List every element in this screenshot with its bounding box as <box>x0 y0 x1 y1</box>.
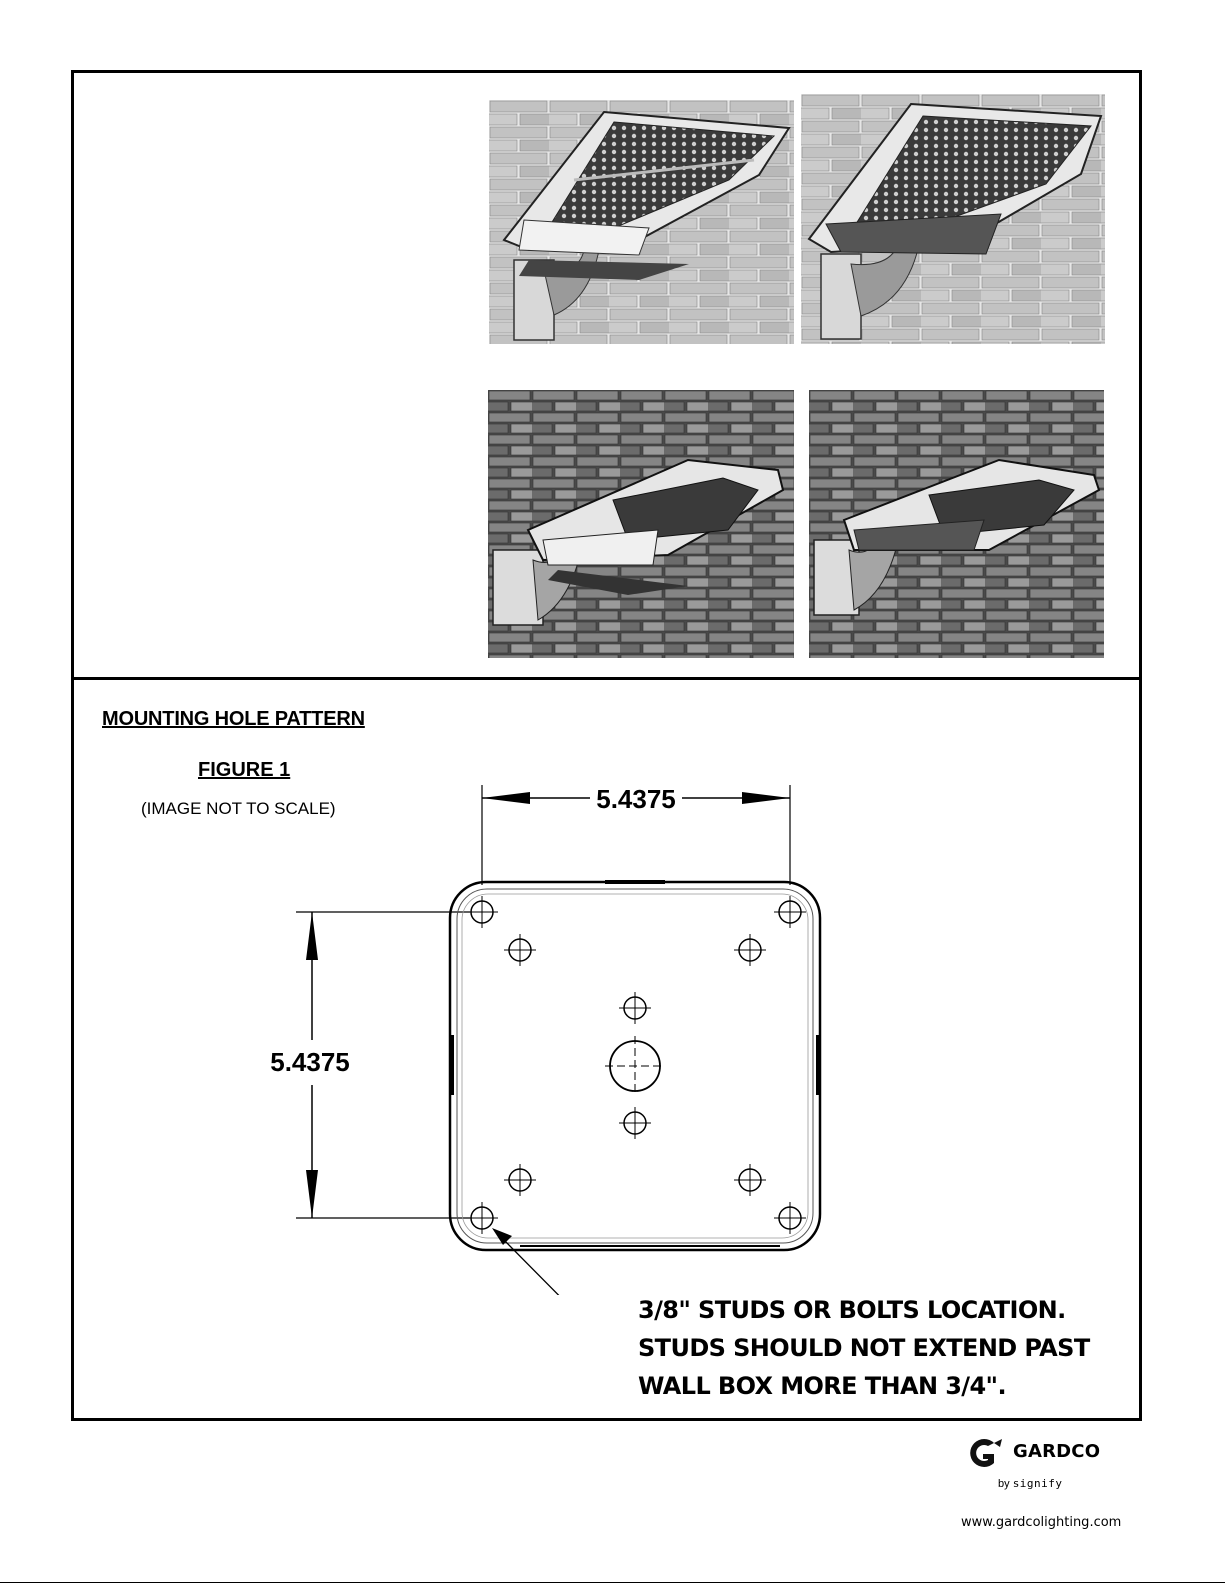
signify-logo: signify <box>1012 1477 1063 1490</box>
stud-callout <box>638 1291 1090 1405</box>
fixture-photo-closed-dark <box>809 390 1104 658</box>
mounting-hole-drawing <box>250 775 850 1295</box>
callout-line-1: 3/8" STUDS OR BOLTS LOCATION. <box>638 1296 1066 1324</box>
brand-name: GARDCO <box>1013 1441 1101 1462</box>
fixture-photo-open-light <box>489 100 794 344</box>
by-signify <box>998 1477 1063 1490</box>
by-prefix: by <box>998 1478 1010 1490</box>
scale-note: (IMAGE NOT TO SCALE) <box>141 799 336 818</box>
width-dimension: 5.4375 <box>596 784 676 814</box>
callout-line-2: STUDS SHOULD NOT EXTEND PAST <box>638 1334 1090 1362</box>
fixture-photo-open-dark <box>488 390 794 658</box>
figure-label: FIGURE 1 <box>198 759 291 781</box>
height-dimension: 5.4375 <box>270 1047 350 1077</box>
callout-line-3: WALL BOX MORE THAN 3/4". <box>638 1372 1006 1400</box>
section-heading: MOUNTING HOLE PATTERN <box>102 708 365 730</box>
gardco-logo-icon <box>964 1437 1004 1469</box>
section-divider <box>71 677 1139 680</box>
fixture-photo-closed-light <box>801 94 1105 344</box>
page-bottom-rule <box>0 1582 1225 1583</box>
website-url: www.gardcolighting.com <box>961 1515 1122 1530</box>
